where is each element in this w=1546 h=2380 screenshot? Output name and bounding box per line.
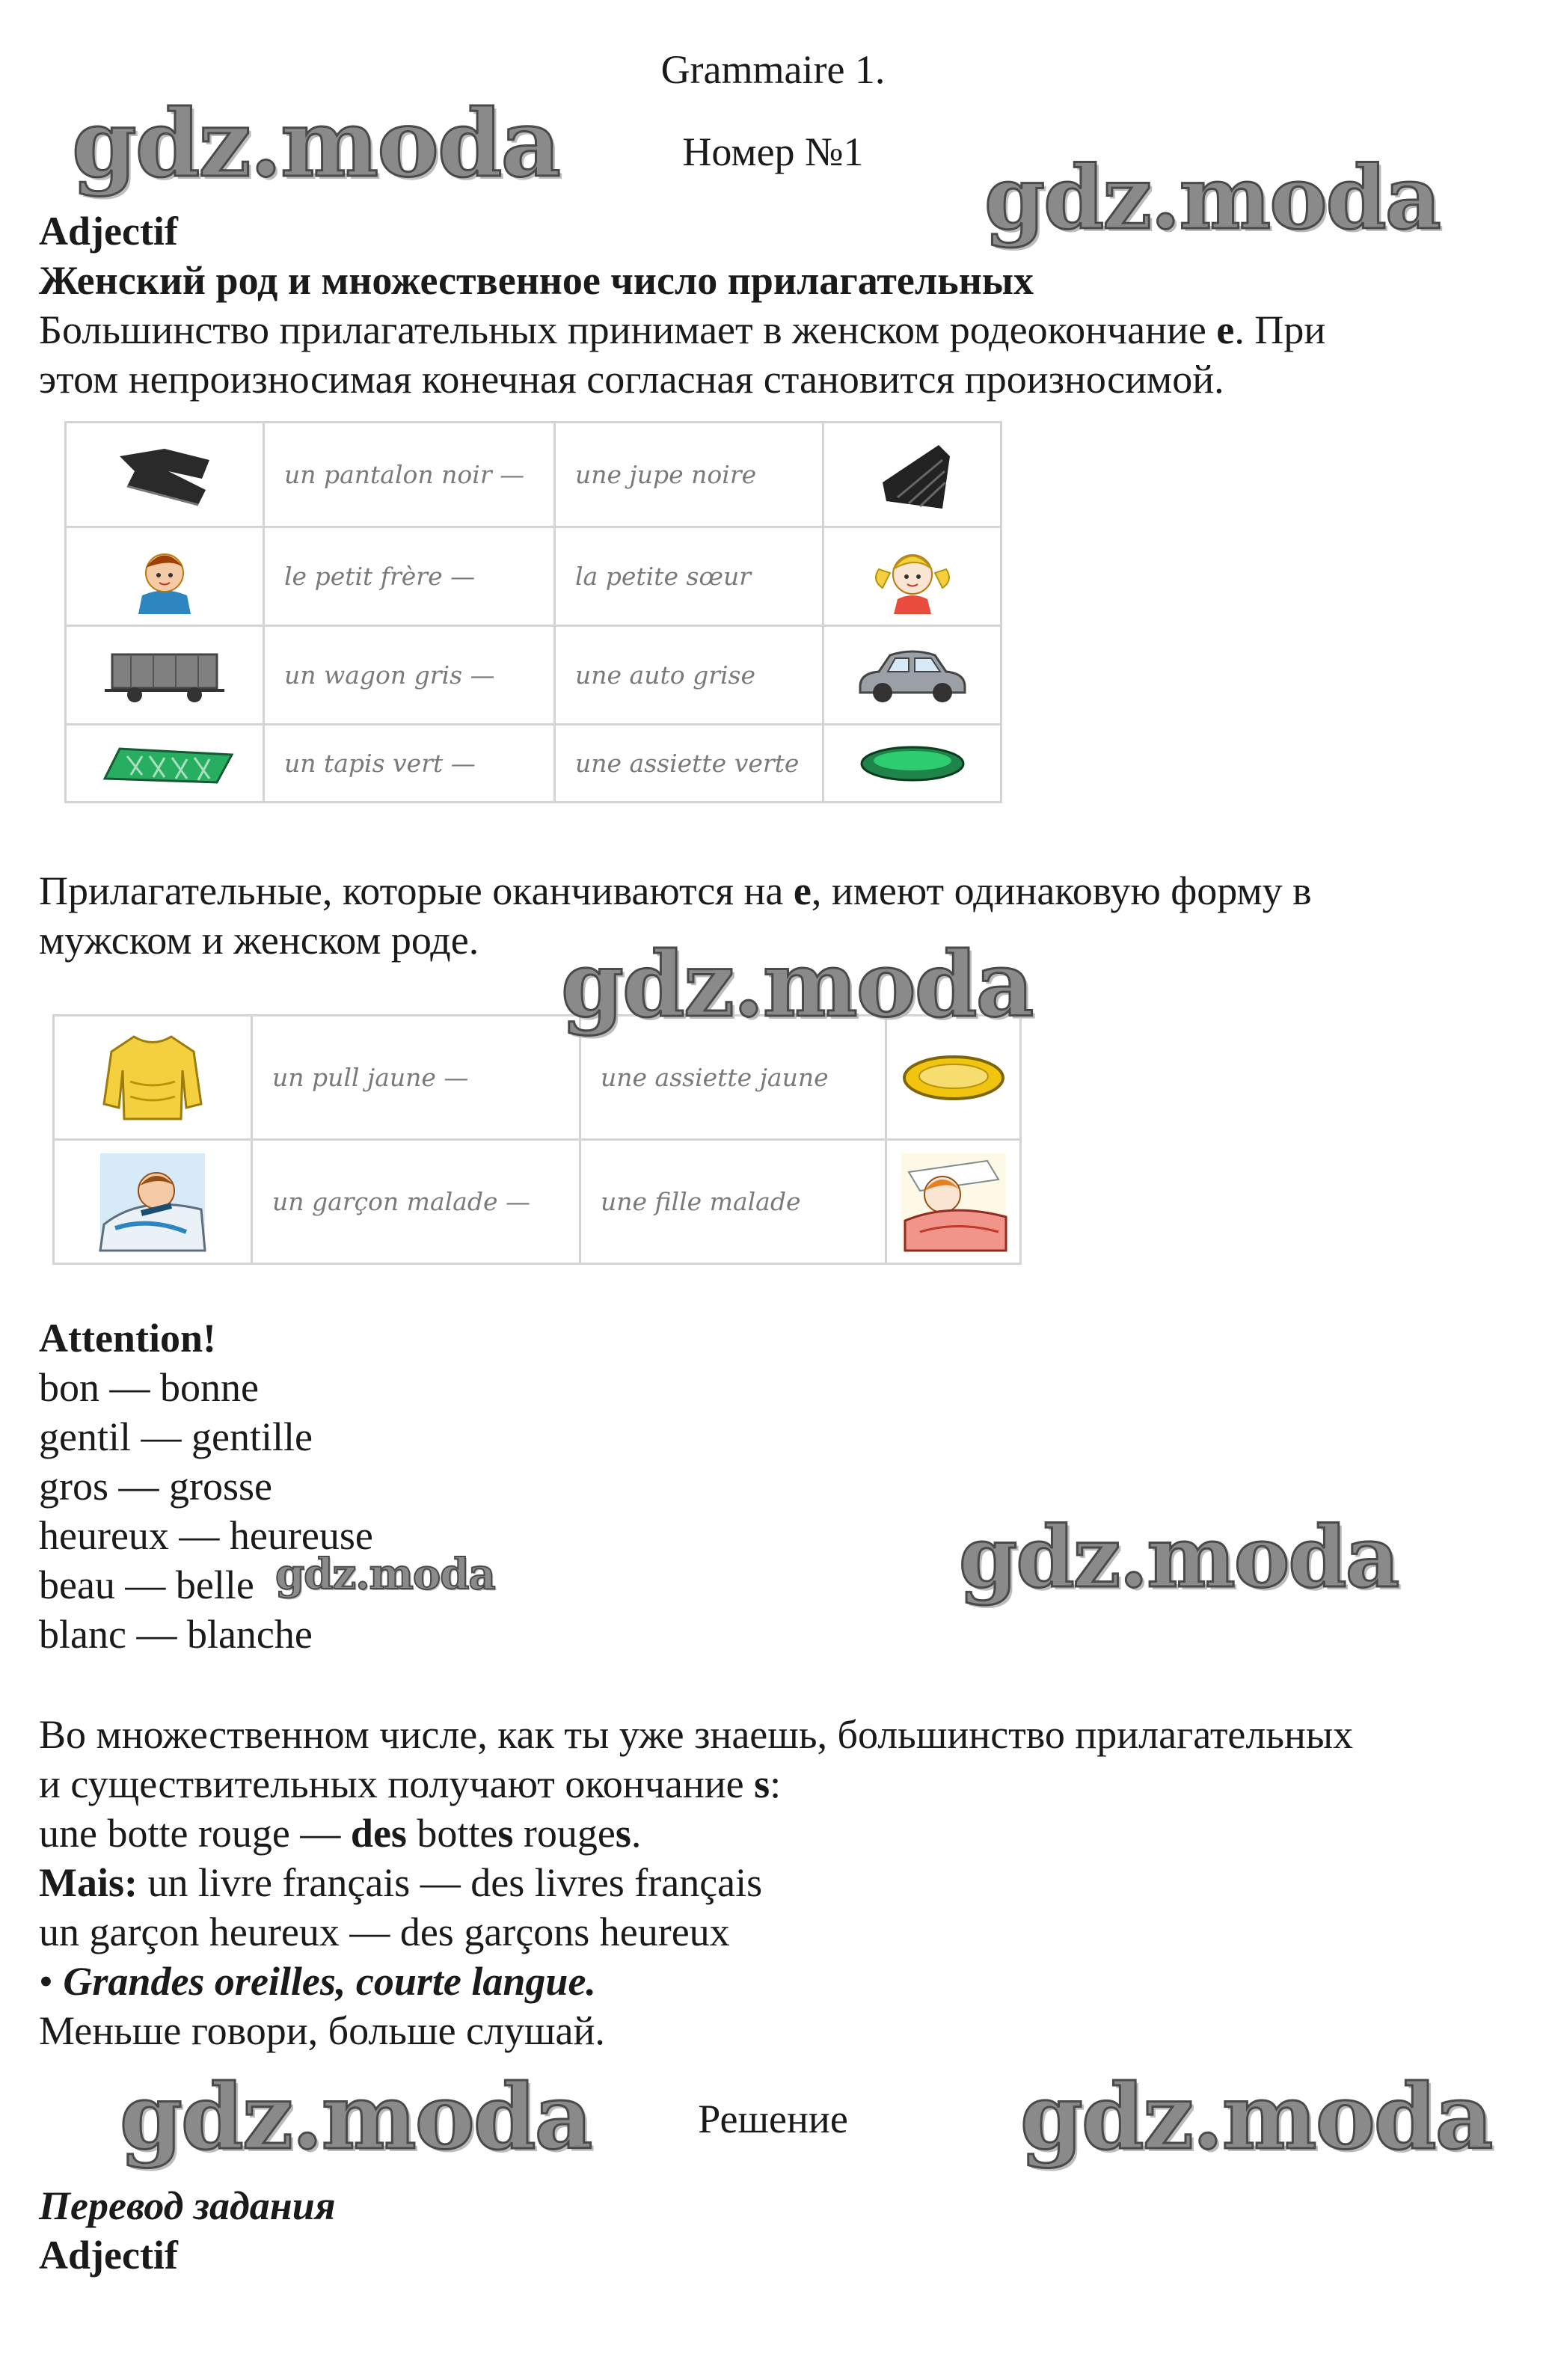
girl-icon	[823, 527, 1001, 626]
plural-example-3: un garçon heureux — des garçons heureux	[39, 1910, 730, 1954]
masc-phrase: un wagon gris —	[264, 626, 555, 725]
attention-pair: bon — bonne	[39, 1365, 259, 1410]
watermark: gdz.moda	[561, 932, 1033, 1037]
fem-phrase: une assiette verte	[555, 725, 823, 803]
watermark: gdz.moda	[275, 1550, 495, 1599]
vocab-table-1	[64, 421, 1002, 803]
watermark: gdz.moda	[984, 147, 1440, 249]
plural-rule-line2: и существительных получают окончание s:	[39, 1761, 782, 1806]
translation-heading: Adjectif	[39, 2233, 178, 2278]
watermark: gdz.moda	[959, 1509, 1399, 1607]
attention-pair: beau — belle	[39, 1562, 254, 1607]
watermark: gdz.moda	[72, 90, 559, 198]
section-heading: Adjectif	[39, 209, 178, 254]
sick-boy-icon	[54, 1140, 252, 1264]
table-row	[54, 1140, 1021, 1264]
attention-pair: gros — grosse	[39, 1464, 272, 1509]
fem-phrase: une assiette jaune	[580, 1016, 886, 1140]
fem-phrase: la petite sœur	[555, 527, 823, 626]
attention-title: Attention!	[39, 1316, 216, 1361]
plural-rule-line1: Во множественном числе, как ты уже знаешь, большинство прилагательных	[39, 1712, 1354, 1757]
section-subheading: Женский род и множественное число прилагательных	[39, 258, 1034, 303]
table-row	[66, 725, 1001, 803]
exercise-number: Номер №1	[682, 129, 864, 174]
rug-icon	[66, 725, 264, 803]
sweater-icon	[54, 1016, 252, 1140]
skirt-icon	[823, 423, 1001, 527]
boy-icon	[66, 527, 264, 626]
rule2-line2: мужском и женском роде.	[39, 918, 479, 963]
fem-phrase: une fille malade	[580, 1140, 886, 1264]
rule-paragraph-line2: этом непроизносимая конечная согласная становится произносимой.	[39, 357, 1224, 402]
plural-example-1: une botte rouge — des bottes rouges.	[39, 1811, 642, 1856]
fem-phrase: une auto grise	[555, 626, 823, 725]
attention-pair: heureux — heureuse	[39, 1513, 373, 1558]
proverb-translation: Меньше говори, больше слушай.	[39, 2008, 605, 2053]
masc-phrase: un tapis vert —	[264, 725, 555, 803]
solution-label: Решение	[698, 2097, 848, 2141]
table-row	[66, 527, 1001, 626]
masc-phrase: un pantalon noir —	[264, 423, 555, 527]
vocab-table-2	[52, 1014, 1022, 1265]
rule-paragraph-line1: Большинство прилагательных принимает в женском родеокончание e. При	[39, 307, 1326, 352]
sick-girl-icon	[886, 1140, 1021, 1264]
rule2-line1: Прилагательные, которые оканчиваются на e, имеют одинаковую форму в	[39, 868, 1312, 913]
proverb: • Grandes oreilles, courte langue.	[39, 1959, 596, 2004]
masc-phrase: un pull jaune —	[252, 1016, 580, 1140]
attention-pair: gentil — gentille	[39, 1414, 313, 1459]
fem-phrase: une jupe noire	[555, 423, 823, 527]
wagon-icon	[66, 626, 264, 725]
watermark: gdz.moda	[1020, 2064, 1492, 2170]
translation-title: Перевод задания	[39, 2183, 336, 2228]
page-title: Grammaire 1.	[660, 47, 886, 92]
plate-icon	[823, 725, 1001, 803]
table-row	[66, 626, 1001, 725]
plural-example-mais: Mais: un livre français — des livres français	[39, 1860, 763, 1905]
car-icon	[823, 626, 1001, 725]
masc-phrase: le petit frère —	[264, 527, 555, 626]
masc-phrase: un garçon malade —	[252, 1140, 580, 1264]
table-row	[66, 423, 1001, 527]
watermark: gdz.moda	[120, 2064, 592, 2170]
attention-pair: blanc — blanche	[39, 1612, 313, 1657]
trousers-icon	[66, 423, 264, 527]
